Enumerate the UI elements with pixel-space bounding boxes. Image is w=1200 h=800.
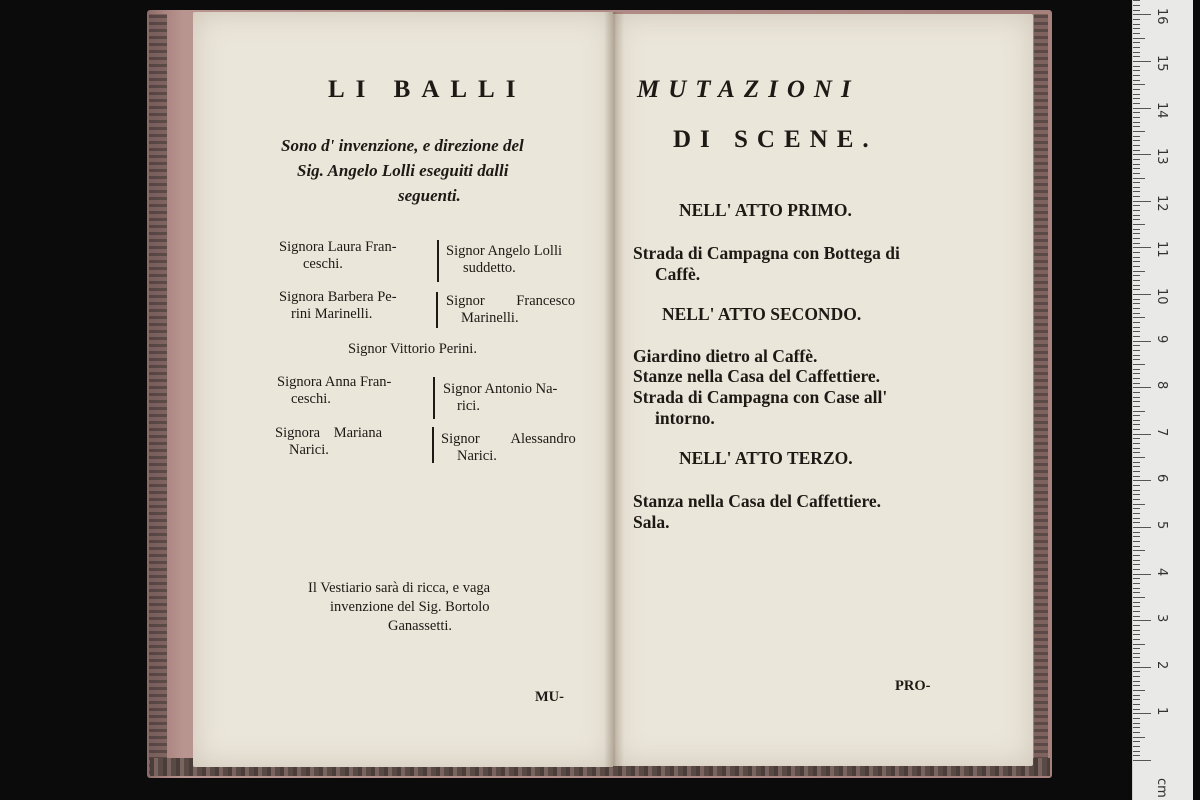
ruler-tick [1133, 443, 1140, 444]
ruler-tick [1133, 727, 1140, 728]
ruler-tick [1133, 33, 1140, 34]
ruler-tick [1133, 490, 1140, 491]
ruler-tick [1133, 252, 1140, 253]
ruler-tick [1133, 522, 1140, 523]
dancer-mariana-line1: Signora Mariana [275, 425, 383, 441]
ruler-tick [1133, 499, 1140, 500]
ruler-tick [1133, 676, 1140, 677]
ruler-tick [1133, 140, 1140, 141]
ruler-tick [1133, 308, 1140, 309]
ruler-number: 10 [1154, 288, 1169, 305]
ruler-tick [1133, 699, 1140, 700]
ruler-number: 13 [1154, 148, 1169, 165]
ruler-tick [1133, 541, 1140, 542]
ruler-tick [1133, 681, 1140, 682]
ruler-tick [1133, 569, 1140, 570]
ruler-tick [1133, 723, 1140, 724]
ruler-number: 6 [1154, 474, 1169, 483]
ruler-tick [1133, 383, 1140, 384]
column-divider-4 [432, 427, 434, 463]
ruler-tick [1133, 289, 1140, 290]
ruler-tick [1133, 574, 1151, 575]
dancer-laura-line1: Signora Laura Fran- [279, 239, 397, 255]
ruler-tick [1133, 0, 1140, 1]
ruler-tick [1133, 602, 1140, 603]
ruler-tick [1133, 280, 1140, 281]
ruler-tick [1133, 746, 1140, 747]
ruler-tick [1133, 150, 1140, 151]
ruler-tick [1133, 75, 1140, 76]
ruler-tick [1133, 336, 1140, 337]
ruler-tick [1133, 131, 1145, 132]
ruler-tick [1133, 117, 1140, 118]
ruler-tick [1133, 42, 1140, 43]
dancer-antonio-line2: rici. [457, 398, 480, 414]
ruler-tick [1133, 494, 1140, 495]
ruler-unit-label: cm [1154, 778, 1169, 798]
ruler-tick [1133, 210, 1140, 211]
ruler-tick [1133, 52, 1140, 53]
ruler-tick [1133, 164, 1140, 165]
ruler-tick [1133, 434, 1151, 435]
ruler-tick [1133, 513, 1140, 514]
ruler-tick [1133, 247, 1151, 248]
column-divider-3 [433, 377, 435, 419]
ruler-tick [1133, 397, 1140, 398]
ruler-tick [1133, 61, 1151, 62]
subtitle-line-3: seguenti. [398, 186, 461, 205]
ruler-number: 2 [1154, 660, 1169, 670]
ruler-tick [1133, 564, 1140, 565]
act-2-line3: Strada di Campagna con Case all' [633, 387, 888, 407]
ruler-tick [1133, 327, 1140, 328]
ruler-tick [1133, 94, 1140, 95]
ruler-tick [1133, 625, 1140, 626]
ruler-number: 8 [1154, 381, 1169, 390]
ruler-tick [1133, 98, 1140, 99]
ruler-tick [1133, 411, 1145, 412]
ruler-tick [1133, 364, 1145, 365]
ruler-tick [1133, 583, 1140, 584]
dancer-francesco-line1: Signor Francesco [446, 293, 576, 309]
ruler-tick [1133, 462, 1140, 463]
ruler-tick [1133, 205, 1140, 206]
ruler-tick [1133, 508, 1140, 509]
ruler-tick [1133, 136, 1140, 137]
ruler-tick [1133, 173, 1140, 174]
ruler-number: 5 [1154, 521, 1169, 530]
ruler-tick [1133, 476, 1140, 477]
ruler-tick [1133, 485, 1140, 486]
dancer-alessandro-line1: Signor Alessandro [441, 431, 576, 447]
ruler-tick [1133, 657, 1140, 658]
ruler-tick [1133, 732, 1140, 733]
ruler-number: 15 [1154, 55, 1169, 72]
ruler-tick [1133, 718, 1140, 719]
dancer-barbera-line2: rini Marinelli. [291, 306, 373, 322]
ruler-tick [1133, 592, 1140, 593]
ruler-tick [1133, 10, 1140, 11]
ruler-tick [1133, 737, 1145, 738]
act-1-line1: Strada di Campagna con Bottega di [633, 243, 900, 263]
ruler-tick [1133, 457, 1145, 458]
ruler-tick [1133, 452, 1140, 453]
subtitle-line-1: Sono d' invenzione, e direzione del [281, 136, 524, 155]
ruler-tick [1133, 5, 1140, 6]
ruler-tick [1133, 755, 1140, 756]
ruler-tick [1133, 369, 1140, 370]
ruler-tick [1133, 415, 1140, 416]
ruler-tick [1133, 630, 1140, 631]
act-3-line2: Sala. [633, 512, 670, 532]
right-catchword: PRO- [895, 678, 931, 694]
ruler-number: 11 [1154, 241, 1169, 258]
ruler-tick [1133, 108, 1151, 109]
ruler-tick [1133, 760, 1151, 761]
ruler-tick [1133, 546, 1140, 547]
ruler-tick [1133, 704, 1140, 705]
ruler-tick [1133, 196, 1140, 197]
dancer-angelo-line1: Signor Angelo Lolli [446, 243, 562, 259]
ruler-tick [1133, 84, 1145, 85]
ruler-tick [1133, 471, 1140, 472]
ruler-tick [1133, 126, 1140, 127]
ruler-tick [1133, 182, 1140, 183]
ruler-tick [1133, 536, 1140, 537]
ruler-tick [1133, 266, 1140, 267]
ruler-tick [1133, 597, 1145, 598]
ruler-tick [1133, 224, 1145, 225]
costume-note-line2: invenzione del Sig. Bortolo [330, 599, 490, 615]
ruler-tick [1133, 448, 1140, 449]
book-gutter [604, 12, 624, 768]
costume-note-line1: Il Vestiario sarà di ricca, e vaga [308, 580, 491, 596]
act-3-title: NELL' ATTO TERZO. [679, 448, 853, 468]
ruler-tick [1133, 243, 1140, 244]
dancer-francesco-line2: Marinelli. [461, 310, 519, 326]
ruler-tick [1133, 751, 1140, 752]
ruler-tick [1133, 159, 1140, 160]
column-divider-1 [437, 240, 439, 282]
left-page [193, 12, 613, 767]
right-heading-line2: DI SCENE. [673, 126, 878, 153]
ruler-tick [1133, 271, 1145, 272]
ruler-tick [1133, 19, 1140, 20]
right-heading-line1: MUTAZIONI [637, 76, 860, 103]
act-2-line2: Stanze nella Casa del Caffettiere. [633, 366, 881, 386]
ruler-tick [1133, 480, 1151, 481]
ruler-tick [1133, 24, 1140, 25]
act-2-title: NELL' ATTO SECONDO. [662, 304, 862, 324]
ruler-tick [1133, 392, 1140, 393]
dancer-anna-line2: ceschi. [291, 391, 331, 407]
ruler-tick [1133, 667, 1151, 668]
ruler-tick [1133, 634, 1140, 635]
ruler-tick [1133, 429, 1140, 430]
ruler-tick [1133, 233, 1140, 234]
ruler-tick [1133, 616, 1140, 617]
ruler-tick [1133, 345, 1140, 346]
ruler-number: 4 [1154, 567, 1169, 576]
ruler-tick [1133, 70, 1140, 71]
ruler-tick [1133, 690, 1145, 691]
ruler-tick [1133, 154, 1151, 155]
ruler-tick [1133, 387, 1151, 388]
ruler-tick [1133, 466, 1140, 467]
ruler-tick [1133, 66, 1140, 67]
ruler-tick [1133, 38, 1145, 39]
ruler-tick [1133, 219, 1140, 220]
ruler-number: 3 [1154, 614, 1169, 623]
ruler-tick [1133, 695, 1140, 696]
ruler-tick [1133, 355, 1140, 356]
ruler-tick [1133, 648, 1140, 649]
costume-note-line3: Ganassetti. [388, 618, 453, 634]
cover-spine-edge [149, 14, 167, 774]
act-3-line1: Stanza nella Casa del Caffettiere. [633, 491, 882, 511]
ruler-tick [1133, 555, 1140, 556]
ruler-tick [1133, 620, 1151, 621]
measurement-ruler [1132, 0, 1193, 800]
cover-edge-right [1034, 14, 1048, 774]
ruler-tick [1133, 527, 1151, 528]
ruler-tick [1133, 518, 1140, 519]
ruler-tick [1133, 350, 1140, 351]
dancer-anna-line1: Signora Anna Fran- [277, 374, 392, 390]
ruler-tick [1133, 275, 1140, 276]
ruler-tick [1133, 420, 1140, 421]
dancer-alessandro-line2: Narici. [457, 448, 497, 464]
ruler-tick [1133, 662, 1140, 663]
ruler-tick [1133, 187, 1140, 188]
ruler-tick [1133, 401, 1140, 402]
ruler-tick [1133, 378, 1140, 379]
left-heading: LI BALLI [328, 76, 527, 103]
ruler-tick [1133, 257, 1140, 258]
ruler-tick [1133, 112, 1140, 113]
ruler-tick [1133, 532, 1140, 533]
ruler-number: 9 [1154, 334, 1169, 343]
act-1-title: NELL' ATTO PRIMO. [679, 200, 852, 220]
right-page [613, 14, 1033, 766]
ruler-tick [1133, 550, 1145, 551]
ruler-tick [1133, 560, 1140, 561]
ruler-tick [1133, 611, 1140, 612]
ruler-tick [1133, 709, 1140, 710]
ruler-tick [1133, 229, 1140, 230]
ruler-tick [1133, 588, 1140, 589]
ruler-tick [1133, 317, 1145, 318]
ruler-tick [1133, 201, 1151, 202]
ruler-tick [1133, 89, 1140, 90]
ruler-number: 12 [1154, 194, 1169, 212]
ruler-tick [1133, 606, 1140, 607]
dancer-angelo-line2: suddetto. [463, 260, 516, 276]
ruler-tick [1133, 303, 1140, 304]
dancer-antonio-line1: Signor Antonio Na- [443, 381, 558, 397]
ruler-tick [1133, 103, 1140, 104]
act-2-line4: intorno. [655, 408, 715, 428]
act-2-line1: Giardino dietro al Caffè. [633, 346, 818, 366]
ruler-tick [1133, 191, 1140, 192]
ruler-tick [1133, 28, 1140, 29]
ruler-tick [1133, 294, 1151, 295]
subtitle-line-2: Sig. Angelo Lolli eseguiti dalli [297, 161, 509, 180]
ruler-tick [1133, 313, 1140, 314]
ruler-tick [1133, 341, 1151, 342]
ruler-tick [1133, 322, 1140, 323]
ruler-tick [1133, 145, 1140, 146]
ruler-tick [1133, 178, 1145, 179]
left-catchword: MU- [535, 689, 564, 705]
ruler-tick [1133, 671, 1140, 672]
ruler-tick [1133, 438, 1140, 439]
ruler-tick [1133, 644, 1145, 645]
ruler-number: 1 [1154, 707, 1169, 716]
ruler-tick [1133, 47, 1140, 48]
ruler-tick [1133, 14, 1151, 15]
ruler-tick [1133, 373, 1140, 374]
ruler-tick [1133, 578, 1140, 579]
dancer-mariana-line2: Narici. [289, 442, 329, 458]
ruler-tick [1133, 406, 1140, 407]
ruler-tick [1133, 639, 1140, 640]
ruler-tick [1133, 122, 1140, 123]
dancer-laura-line2: ceschi. [303, 256, 343, 272]
ruler-tick [1133, 331, 1140, 332]
ruler-tick [1133, 741, 1140, 742]
ruler-number: 16 [1154, 8, 1169, 25]
act-1-line2: Caffè. [655, 264, 701, 284]
dancer-vittorio: Signor Vittorio Perini. [348, 341, 477, 357]
ruler-tick [1133, 285, 1140, 286]
ruler-number: 7 [1154, 427, 1169, 437]
ruler-tick [1133, 424, 1140, 425]
ruler-tick [1133, 238, 1140, 239]
ruler-tick [1133, 299, 1140, 300]
ruler-tick [1133, 80, 1140, 81]
ruler-tick [1133, 504, 1145, 505]
ruler-tick [1133, 261, 1140, 262]
ruler-tick [1133, 168, 1140, 169]
ruler-tick [1133, 359, 1140, 360]
ruler-tick [1133, 713, 1151, 714]
ruler-tick [1133, 56, 1140, 57]
dancer-barbera-line1: Signora Barbera Pe- [279, 289, 397, 305]
ruler-tick [1133, 653, 1140, 654]
ruler-tick [1133, 685, 1140, 686]
ruler-tick [1133, 215, 1140, 216]
ruler-number: 14 [1154, 101, 1169, 119]
column-divider-2 [436, 292, 438, 328]
